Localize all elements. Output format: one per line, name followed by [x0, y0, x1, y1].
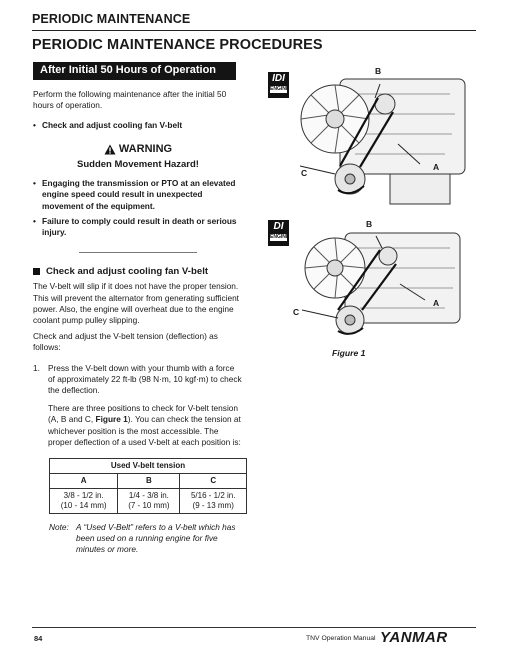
- figure-label-a: A: [433, 298, 440, 308]
- square-bullet-icon: [33, 268, 40, 275]
- table-cell-value: (9 - 13 mm): [192, 501, 234, 511]
- header-rule: [32, 30, 476, 31]
- table-cell-value: 3/8 - 1/2 in.: [63, 491, 104, 501]
- procedure-paragraph: The V-belt will slip if it does not have the proper tension. This will prevent the alternator from generating sufficient power. Also, the engine will overheat due to the engine coolant pump pulley slipping.: [33, 281, 239, 326]
- running-header: PERIODIC MAINTENANCE: [32, 12, 191, 26]
- step-number: 1.: [33, 362, 40, 373]
- left-column: [33, 62, 243, 556]
- procedure-paragraph: Check and adjust the V-belt tension (deflection) as follows:: [33, 331, 218, 353]
- table-title: Used V-belt tension: [50, 459, 247, 474]
- warning-heading: [33, 144, 243, 155]
- di-engine-drawing: [280, 228, 470, 348]
- table-cell: [180, 489, 247, 514]
- manual-title: TNV Operation Manual: [306, 635, 376, 642]
- table-row: [50, 489, 247, 514]
- table-cell-value: 1/4 - 3/8 in.: [128, 491, 169, 501]
- note-label: Note:: [49, 522, 69, 533]
- table-cell-value: 5/16 - 1/2 in.: [190, 491, 236, 501]
- bullet-dot: •: [33, 215, 36, 226]
- brand-logo: YANMAR: [380, 629, 448, 646]
- section-heading-bar: After Initial 50 Hours of Operation: [33, 62, 236, 80]
- step-detail: [48, 403, 243, 448]
- note-text: A “Used V-Belt” refers to a V-belt which has been used on a running engine for five minutes or more.: [76, 522, 236, 555]
- task-bullet: [33, 120, 243, 131]
- figure-label-a: A: [433, 162, 440, 172]
- warning-bullet: [33, 216, 243, 238]
- vbelt-tension-table: [49, 458, 247, 514]
- badge-text: DI: [273, 221, 284, 232]
- figure-label-c: C: [293, 307, 300, 317]
- note: [49, 522, 243, 556]
- bullet-dot: •: [33, 178, 36, 189]
- badge-text: IDI: [272, 73, 285, 84]
- figure-label-b: B: [366, 219, 373, 229]
- figure-reference: Figure 1: [95, 414, 128, 425]
- warning-bullet-text: Engaging the transmission or PTO at an elevated engine speed could result in unexpected movement of the equipment.: [42, 178, 236, 211]
- warning-title: WARNING: [118, 142, 173, 155]
- figure-caption: Figure 1: [332, 348, 366, 358]
- procedure-heading: [33, 266, 243, 277]
- step-text: Press the V-belt down with your thumb with a force of approximately 22 ft-lb (98 N·m, 10 kgf·m) to check the deflection.: [48, 362, 242, 396]
- table-cell: [50, 489, 118, 514]
- warning-subtitle: Sudden Movement Hazard!: [77, 159, 199, 171]
- table-header-cell: B: [118, 474, 180, 489]
- idi-engine-drawing: [280, 64, 470, 224]
- task-bullet-text: Check and adjust cooling fan V-belt: [42, 119, 183, 130]
- procedure-step: [33, 363, 243, 397]
- warning-bullet: [33, 178, 243, 212]
- table-cell-value: (7 - 10 mm): [128, 501, 170, 511]
- intro-text: Perform the following maintenance after the initial 50 hours of operation.: [33, 89, 227, 111]
- page-title: PERIODIC MAINTENANCE PROCEDURES: [32, 37, 323, 53]
- warning-triangle-icon: [104, 144, 116, 155]
- table-cell-value: (10 - 14 mm): [60, 501, 107, 511]
- warning-bullet-text: Failure to comply could result in death or serious injury.: [42, 215, 237, 238]
- footer-rule: [32, 627, 476, 628]
- bullet-dot: •: [33, 119, 36, 130]
- badge-subtext: ENGINE: [270, 234, 290, 240]
- figure-label-c: C: [301, 168, 308, 178]
- figure-label-b: B: [375, 66, 382, 76]
- page-number: 84: [34, 634, 43, 643]
- step-detail-text: There are three positions to check for V-belt tension (A, B and C,: [48, 403, 239, 425]
- table-header-cell: A: [50, 474, 118, 489]
- procedure-heading-text: Check and adjust cooling fan V-belt: [46, 266, 209, 278]
- step-detail-text: ). You can check the tension at whichever position is the most accessible. The proper deflection of a used V-belt at each position is:: [48, 414, 241, 447]
- table-header-cell: C: [180, 474, 247, 489]
- warning-divider: [79, 252, 197, 253]
- badge-subtext: ENGINE: [270, 86, 290, 92]
- table-cell: [118, 489, 180, 514]
